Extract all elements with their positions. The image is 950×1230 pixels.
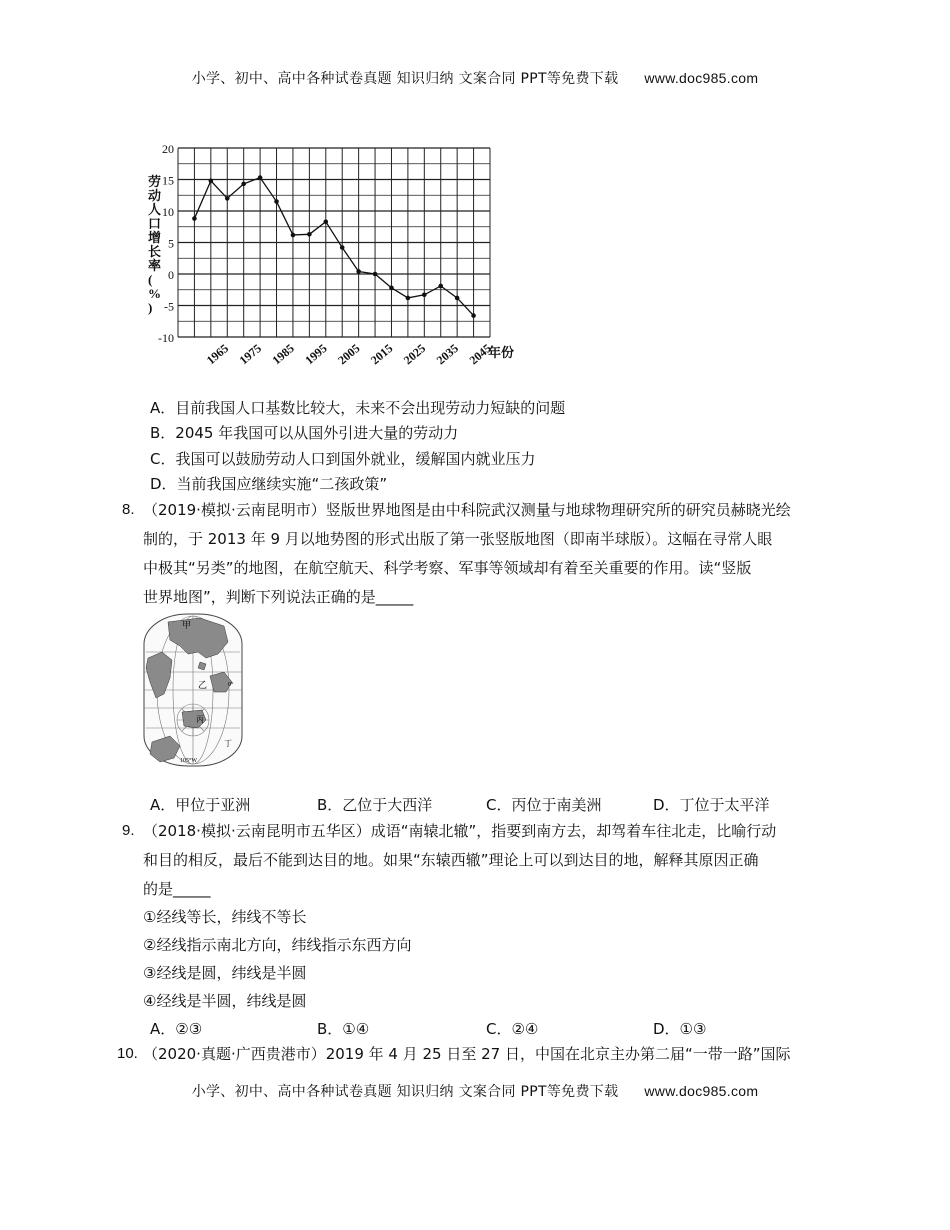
- data-point: [241, 182, 246, 187]
- labor-growth-chart: [140, 138, 520, 370]
- q8-option-a[interactable]: A．甲位于亚洲: [150, 796, 251, 814]
- page-header: [0, 68, 950, 88]
- q9-option-c[interactable]: C．②④: [486, 1020, 539, 1038]
- chart-x-tick-labels: [204, 341, 494, 367]
- q7-option-a[interactable]: A．目前我国人口基数比较大，未来不会出现劳动力短缺的问题: [150, 399, 566, 417]
- data-point: [192, 216, 197, 221]
- y-tick-label: 5: [168, 236, 174, 251]
- x-tick-label: 2035: [433, 341, 462, 368]
- q8-stem-line-1: （2019·模拟·云南昆明市）竖版世界地图是由中科院武汉测量与地球物理研究所的研究员赫晓光绘: [143, 501, 791, 519]
- header-url[interactable]: www.doc985.com: [644, 70, 759, 86]
- x-tick-label: 2015: [367, 341, 396, 368]
- q8-stem-line-3: 中极其“另类”的地图，在航空航天、科学考察、军事等领域却有着至关重要的作用。读“竖版: [143, 559, 752, 577]
- map-label-yi: 乙: [198, 680, 208, 690]
- data-point: [225, 196, 230, 201]
- y-tick-label: 0: [168, 268, 174, 282]
- chart-x-axis-label: 年份: [488, 345, 515, 360]
- q7-option-b[interactable]: B．2045 年我国可以从国外引进大量的劳动力: [150, 424, 459, 442]
- chart-y-axis-label: 劳动人口增长率( % ): [148, 174, 162, 315]
- data-point: [274, 199, 279, 204]
- y-tick-label: 15: [162, 173, 174, 188]
- x-tick-label: 1965: [203, 341, 232, 368]
- data-point: [406, 296, 411, 301]
- map-label-bing: 丙: [196, 715, 204, 724]
- y-tick-label: -5: [164, 299, 174, 314]
- q8-option-b[interactable]: B．乙位于大西洋: [317, 796, 433, 814]
- data-point: [373, 272, 378, 277]
- q9-statement-4: ④经线是半圆，纬线是圆: [143, 992, 307, 1010]
- x-tick-label: 1985: [269, 341, 297, 368]
- data-point: [323, 219, 328, 224]
- x-tick-label: 2025: [400, 341, 429, 368]
- footer-text: 小学、初中、高中各种试卷真题 知识归纳 文案合同 PPT等免费下载: [191, 1084, 619, 1100]
- data-point: [389, 286, 394, 291]
- y-tick-label: -10: [158, 331, 174, 345]
- q10-stem-line-1: （2020·真题·广西贵港市）2019 年 4 月 25 日至 27 日，中国在北京主办第二届“一带一路”国际: [143, 1045, 791, 1063]
- q9-stem-line-3: 的是_____: [143, 880, 211, 898]
- q8-stem-line-2: 制的，于 2013 年 9 月以地势图的形式出版了第一张竖版地图（即南半球版）。这幅在寻常人眼: [143, 530, 773, 548]
- q9-option-a[interactable]: A．②③: [150, 1020, 203, 1038]
- q9-statement-2: ②经线指示南北方向，纬线指示东西方向: [143, 936, 412, 954]
- data-point: [356, 269, 361, 274]
- q9-option-d[interactable]: D．①③: [653, 1020, 707, 1038]
- q9-stem-line-2: 和目的相反，最后不能到达目的地。如果“东辕西辙”理论上可以到达目的地，解释其原因正确: [143, 851, 759, 869]
- data-point: [258, 175, 263, 180]
- q10-number: 10.: [117, 1045, 138, 1062]
- data-point: [209, 178, 214, 183]
- map-label-ding: 丁: [224, 739, 232, 748]
- vertical-world-map: [140, 612, 246, 768]
- y-tick-label: 20: [162, 142, 174, 156]
- header-text: 小学、初中、高中各种试卷真题 知识归纳 文案合同 PPT等免费下载: [191, 71, 619, 87]
- q7-option-c[interactable]: C．我国可以鼓励劳动人口到国外就业，缓解国内就业压力: [150, 450, 536, 468]
- footer-url[interactable]: www.doc985.com: [644, 1083, 759, 1099]
- q7-option-d[interactable]: D．当前我国应继续实施“二孩政策”: [150, 475, 388, 493]
- map-label-jia: 甲: [182, 620, 192, 630]
- q9-statement-1: ①经线等长，纬线不等长: [143, 908, 307, 926]
- q9-number: 9.: [122, 822, 135, 839]
- data-point: [455, 296, 460, 301]
- chart-series: [192, 175, 476, 318]
- q8-number: 8.: [122, 501, 135, 518]
- x-tick-label: 2045: [466, 341, 494, 368]
- x-tick-label: 1995: [302, 341, 330, 368]
- map-label-105w: 105°W: [180, 758, 198, 764]
- data-point: [471, 313, 476, 318]
- y-tick-label: 10: [162, 205, 174, 219]
- q8-option-c[interactable]: C．丙位于南美洲: [486, 796, 602, 814]
- q9-statement-3: ③经线是圆，纬线是半圆: [143, 964, 307, 982]
- data-point: [422, 292, 427, 297]
- x-tick-label: 1975: [236, 341, 264, 368]
- data-point: [307, 232, 312, 237]
- q8-option-d[interactable]: D．丁位于太平洋: [653, 796, 770, 814]
- data-point: [340, 245, 345, 250]
- data-point: [438, 284, 443, 289]
- chart-grid: [178, 148, 490, 337]
- x-tick-label: 2005: [335, 341, 363, 368]
- series-line: [194, 178, 473, 316]
- data-point: [291, 233, 296, 238]
- map-label-0: 0°: [228, 682, 234, 688]
- q9-option-b[interactable]: B．①④: [317, 1020, 370, 1038]
- page-footer: [0, 1081, 950, 1101]
- q9-stem-line-1: （2018·模拟·云南昆明市五华区）成语“南辕北辙”，指要到南方去，却驾着车往北走，比喻行动: [143, 822, 777, 840]
- q8-stem-line-4: 世界地图”，判断下列说法正确的是_____: [143, 588, 414, 606]
